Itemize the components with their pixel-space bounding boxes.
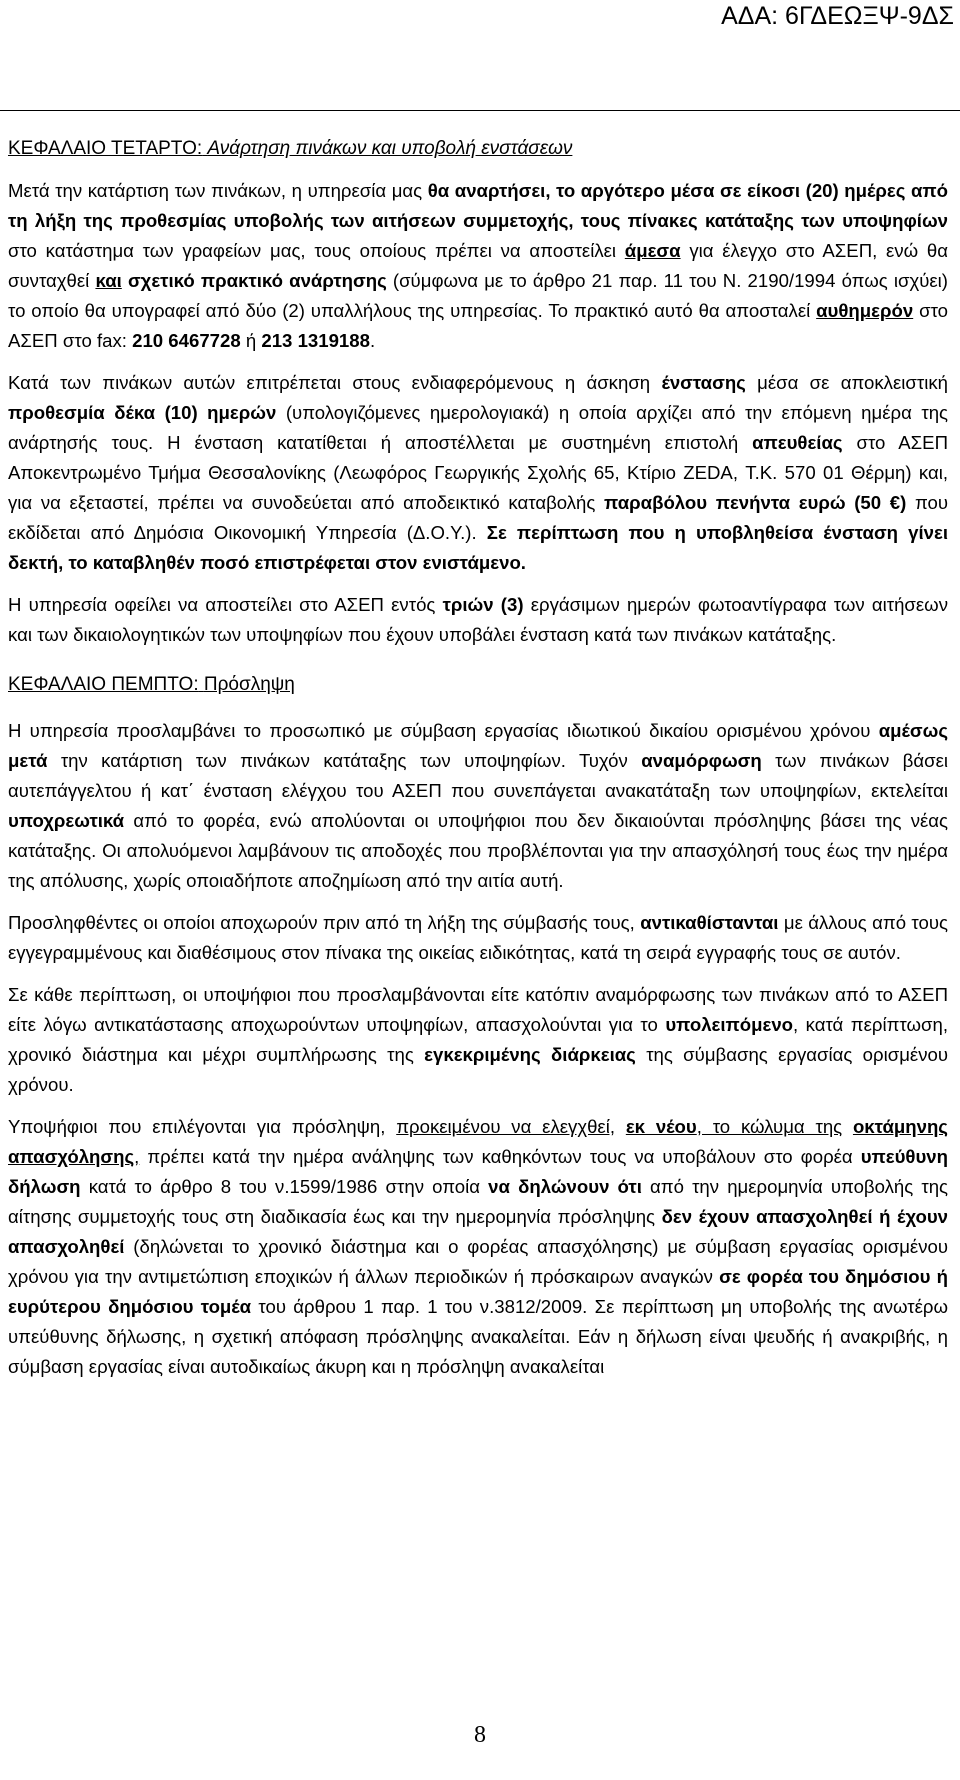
bold-text: αμέσως μετά	[8, 720, 948, 771]
chapter4-heading	[8, 134, 948, 164]
text-span: Σε κάθε περίπτωση, οι υποψήφιοι που προσλαμβάνονται είτε κατόπιν αναμόρφωσης των πινάκων από το ΑΣΕΠ είτε λόγω αντικατάστασης αποχωρούντων υποψηφίων, απασχολούνται για το	[8, 984, 948, 1035]
page-number: 8	[474, 1722, 486, 1748]
text-span: για έλεγχο στο ΑΣΕΠ, ενώ θα συνταχθεί	[8, 240, 948, 291]
text-span: των πινάκων βάσει αυτεπάγγελτου ή κατ΄ ένσταση ελέγχου του ΑΣΕΠ που συνεπάγεται ανακατάταξη των υποψηφίων, εκτελείται	[8, 750, 949, 801]
bold-text: υπολειπόμενο	[665, 1014, 794, 1035]
chapter5-title-rest: Πρόσληψη	[203, 674, 295, 695]
text-span: Κατά των πινάκων αυτών επιτρέπεται στους ενδιαφερόμενους η άσκηση	[8, 372, 651, 393]
text-span: μέσα σε αποκλειστική	[757, 372, 948, 393]
header-rule	[0, 110, 960, 111]
bold-text: απευθείας	[752, 432, 843, 453]
text-span: εργάσιμων ημερών φωτοαντίγραφα των αιτήσεων και των δικαιολογητικών των υποψηφίων που έχουν υποβάλει ένσταση κατά των πινάκων κατάταξης.	[8, 594, 949, 645]
text-span: Η υπηρεσία προσλαμβάνει το προσωπικό με σύμβαση εργασίας ιδιωτικού δικαίου ορισμένου χρόνου	[8, 720, 871, 741]
text-span: στο κατάστημα των γραφείων μας, τους οποίους πρέπει να αποστείλει	[8, 240, 617, 261]
bold-underlined-text: και	[95, 270, 122, 291]
text-span: Υποψήφιοι που επιλέγονται για πρόσληψη,	[8, 1116, 386, 1137]
underlined-text: προκειμένου να ελεγχθεί,	[396, 1116, 616, 1137]
text-span: κατά το άρθρο 8 του ν.1599/1986 στην οποία	[88, 1176, 481, 1197]
chapter5-paragraph-3	[8, 980, 948, 1100]
text-span: της σύμβασης εργασίας ορισμένου χρόνου.	[8, 1044, 948, 1095]
underlined-text: ,	[134, 1146, 140, 1167]
text-span: από το φορέα, ενώ απολύονται οι υποψήφιοι που δεν δικαιούνται πρόσληψης βάσει της νέας κατάταξης. Οι απολυόμενοι λαμβάνουν τις αποδοχές που προβλέπονται για την απασχόλησή τους έως την ημέρα της απόλυσης, χωρίς οποιαδήποτε αποζημίωση από την αιτία αυτή.	[8, 810, 948, 891]
text-span: με άλλους από τους εγγεγραμμένους και διαθέσιμους στον πίνακα της οικείας ειδικότητας, κατά τη σειρά εγγραφής τους σε αυτόν.	[8, 912, 948, 963]
text-span: (δηλώνεται το χρονικό διάστημα και ο φορέας απασχόλησης) με σύμβαση εργασίας ορισμένου χρόνου για την αντιμετώπιση εποχικών ή άλλων περιοδικών ή πρόσκαιρων αναγκών	[8, 1236, 948, 1287]
underlined-text: , το κώλυμα της	[696, 1116, 843, 1137]
text-span: Προσληφθέντες οι οποίοι αποχωρούν πριν από τη λήξη της σύμβασής τους,	[8, 912, 635, 933]
chapter5-heading-text	[8, 674, 295, 695]
text-span: ή	[245, 330, 257, 351]
text-span: .	[369, 330, 376, 351]
text-span: στο ΑΣΕΠ Αποκεντρωμένο Τμήμα Θεσσαλονίκης (Λεωφόρος Γεωργικής Σχολής 65, Κτίριο ZEDA, Τ.Κ. 570 01 Θέρμη) και, για να εξεταστεί, πρέπει να συνοδεύεται από αποδεικτικό καταβολής	[8, 432, 949, 513]
fax-number-2: 213 1319188	[261, 330, 370, 351]
bold-text: παραβόλου πενήντα ευρώ (50 €)	[604, 492, 907, 513]
bold-text: τριών (3)	[442, 594, 524, 615]
bold-text: αντικαθίστανται	[640, 912, 779, 933]
chapter5-paragraph-1	[8, 716, 948, 896]
text-span: (σύμφωνα με το άρθρο 21 παρ. 11 του Ν. 2190/1994 όπως ισχύει) το οποίο θα υπογραφεί από δύο (2) υπαλλήλους της υπηρεσίας. Το πρακτικό αυτό θα αποσταλεί	[8, 270, 948, 321]
text-span: από την ημερομηνία υποβολής της αίτησης συμμετοχής τους στη διαδικασία έως και την ημερομηνία πρόσληψης	[8, 1176, 949, 1227]
bold-text: θα αναρτήσει, το αργότερο μέσα σε είκοσι (20) ημέρες από τη λήξη της προθεσμίας υποβολής των αιτήσεων συμμετοχής, τους πίνακες κατάταξης των υποψηφίων	[8, 180, 948, 231]
text-span: , κατά περίπτωση, χρονικό διάστημα και μέχρι συμπλήρωσης της	[8, 1014, 948, 1065]
chapter4-paragraph-1	[8, 176, 948, 356]
text-span: την κατάρτιση των πινάκων κατάταξης των υποψηφίων. Τυχόν	[60, 750, 628, 771]
bold-text: υποχρεωτικά	[8, 810, 125, 831]
chapter5-title-prefix: ΚΕΦΑΛΑΙΟ ΠΕΜΠΤΟ:	[8, 674, 199, 695]
chapter4-paragraph-2	[8, 368, 948, 578]
ada-code: ΑΔΑ: 6ΓΔΕΩΞΨ-9ΔΣ	[721, 2, 954, 30]
bold-text: σε φορέα του δημόσιου ή ευρύτερου δημόσιου τομέα	[8, 1266, 948, 1317]
bold-text: Σε περίπτωση που η υποβληθείσα ένσταση γίνει δεκτή, το καταβληθέν ποσό επιστρέφεται στον ενιστάμενο.	[8, 522, 948, 573]
chapter5-paragraph-2	[8, 908, 948, 968]
bold-text: δεν έχουν απασχοληθεί ή έχουν απασχοληθεί	[8, 1206, 948, 1257]
text-span: Μετά την κατάρτιση των πινάκων, η υπηρεσία μας	[8, 180, 423, 201]
chapter4-title-prefix: ΚΕΦΑΛΑΙΟ ΤΕΤΑΡΤΟ:	[8, 138, 203, 159]
text-span: (υπολογιζόμενες ημερολογιακά) η οποία αρχίζει από την επόμενη ημέρα της ανάρτησής τους. Η ένσταση κατατίθεται ή αποστέλλεται με συστημένη επιστολή	[8, 402, 948, 453]
chapter4-heading-text	[8, 138, 572, 159]
bold-text: εγκεκριμένης διάρκειας	[424, 1044, 636, 1065]
text-span: πρέπει κατά την ημέρα ανάληψης των καθηκόντων τους να υποβάλουν στο φορέα	[147, 1146, 853, 1167]
chapter4-title-rest: Ανάρτηση πινάκων και υποβολή ενστάσεων	[207, 138, 573, 159]
text-span: που εκδίδεται από Δημόσια Οικονομική Υπηρεσία (Δ.Ο.Υ.).	[8, 492, 949, 543]
bold-underlined-text: οκτάμηνης απασχόλησης	[8, 1116, 948, 1167]
chapter5-heading	[8, 670, 948, 700]
bold-text: προθεσμία δέκα (10) ημερών	[8, 402, 277, 423]
bold-text: αναμόρφωση	[641, 750, 762, 771]
bold-text: υπεύθυνη δήλωση	[8, 1146, 948, 1197]
document-body	[8, 134, 948, 1382]
fax-number-1: 210 6467728	[132, 330, 241, 351]
bold-text: ένστασης	[661, 372, 746, 393]
chapter5-paragraph-4	[8, 1112, 948, 1382]
chapter4-paragraph-3	[8, 590, 948, 650]
bold-underlined-text: άμεσα	[624, 240, 681, 261]
bold-text: να δηλώνουν ότι	[488, 1176, 642, 1197]
bold-underlined-text: εκ νέου	[625, 1116, 697, 1137]
text-span: Η υπηρεσία οφείλει να αποστείλει στο ΑΣΕΠ εντός	[8, 594, 436, 615]
bold-underlined-text: αυθημερόν	[816, 300, 914, 321]
text-span: του άρθρου 1 παρ. 1 του ν.3812/2009. Σε περίπτωση μη υποβολής της ανωτέρω υπεύθυνης δήλωσης, η σχετική απόφαση πρόσληψης ανακαλείται. Εάν η δήλωση είναι ψευδής ή ανακριβής, η σύμβαση εργασίας είναι αυτοδικαίως άκυρη και η πρόσληψη ανακαλείται	[8, 1296, 948, 1377]
text-span: στο ΑΣΕΠ στο fax:	[8, 300, 948, 351]
bold-text: σχετικό πρακτικό ανάρτησης	[127, 270, 387, 291]
